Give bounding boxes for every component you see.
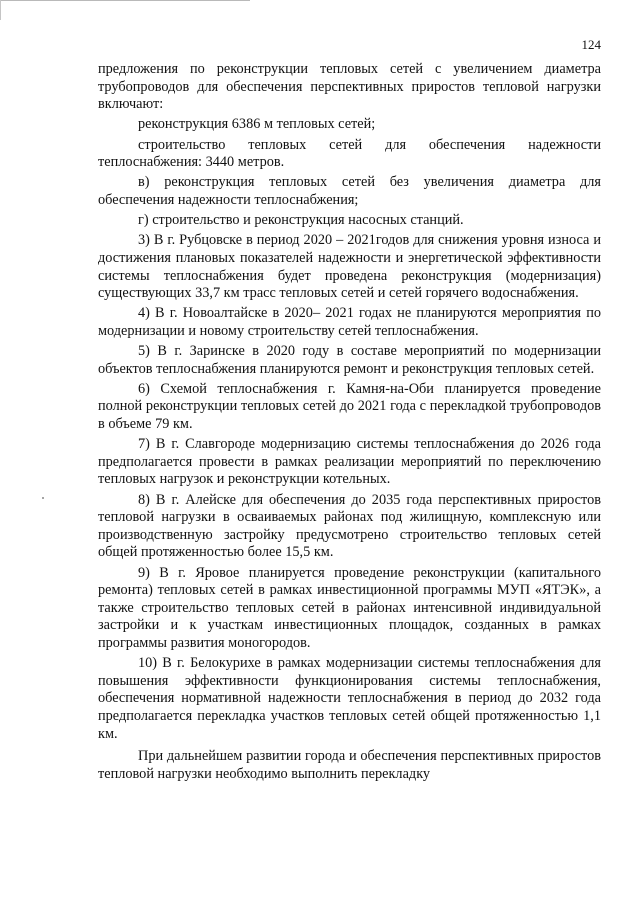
paragraph-construction-3440m: строительство тепловых сетей для обеспечения надежности теплоснабжения: 3440 метров.	[98, 136, 601, 171]
paragraph-item-7-slavgorod: 7) В г. Славгороде модернизацию системы теплоснабжения до 2026 года предполагается провести в рамках реализации мероприятий по переключению тепловых нагрузок и реконструкции котельных.	[98, 436, 601, 488]
document-body	[98, 61, 601, 786]
paragraph-item-8-aleysk: 8) В г. Алейске для обеспечения до 2035 года перспективных приростов тепловой нагрузки в осваиваемых районах под жилищную, комплексную или производственную застройку предусмотрено строительство тепловых сетей общей протяженностью более 15,5 км.	[98, 491, 601, 561]
paragraph-item-g: г) строительство и реконструкция насосных станций.	[138, 212, 464, 229]
paragraph-reconstruction-6386m: реконструкция 6386 м тепловых сетей;	[138, 116, 376, 133]
scan-edge-top	[0, 0, 250, 1]
scan-edge-left	[0, 0, 1, 20]
paragraph-item-9-yarovoe: 9) В г. Яровое планируется проведение реконструкции (капитального ремонта) тепловых сетей в рамках инвестиционной программы МУП «ЯТЭК», а также строительство тепловых сетей в районах интенсивной индивидуальной застройки и к участкам инвестиционных площадок, созданных в рамках программы развития моногородов.	[98, 564, 601, 651]
paragraph-item-v: в) реконструкция тепловых сетей без увеличения диаметра для обеспечения надежности теплоснабжения;	[98, 174, 601, 208]
paragraph-item-5-zarinsk: 5) В г. Заринске в 2020 году в составе мероприятий по модернизации объектов теплоснабжения планируются ремонт и реконструкция тепловых сетей.	[98, 343, 601, 377]
paragraph-proposals-intro: предложения по реконструкции тепловых сетей с увеличением диаметра трубопроводов для обеспечения перспективных приростов тепловой нагрузки включают:	[98, 61, 601, 113]
paragraph-item-3-rubtsovsk: 3) В г. Рубцовске в период 2020 – 2021годов для снижения уровня износа и достижения плановых показателей надежности и энергетической эффективности системы теплоснабжения будет проведена реконструкция (модернизация) существующих 33,7 км трасс тепловых сетей и сетей горячего водоснабжения.	[98, 232, 601, 302]
paragraph-item-10-belokurikha: 10) В г. Белокурихе в рамках модернизации системы теплоснабжения для повышения эффективности функционирования системы теплоснабжения, обеспечения нормативной надежности теплоснабжения в период до 2032 года предполагается перекладка участков тепловых сетей общей протяженностью 1,1 км.	[98, 655, 601, 742]
paragraph-further-development: При дальнейшем развитии города и обеспечения перспективных приростов тепловой нагрузки необходимо выполнить перекладку	[98, 748, 601, 782]
paragraph-item-4-novoaltaysk: 4) В г. Новоалтайске в 2020– 2021 годах не планируются мероприятия по модернизации и новому строительству сетей теплоснабжения.	[98, 305, 601, 339]
paragraph-item-6-kamen-na-obi: 6) Схемой теплоснабжения г. Камня-на-Оби планируется проведение полной реконструкции тепловых сетей до 2021 года с перекладкой трубопроводов в объеме 79 км.	[98, 380, 601, 433]
scan-speck	[42, 497, 44, 499]
page-number: 124	[581, 37, 601, 52]
